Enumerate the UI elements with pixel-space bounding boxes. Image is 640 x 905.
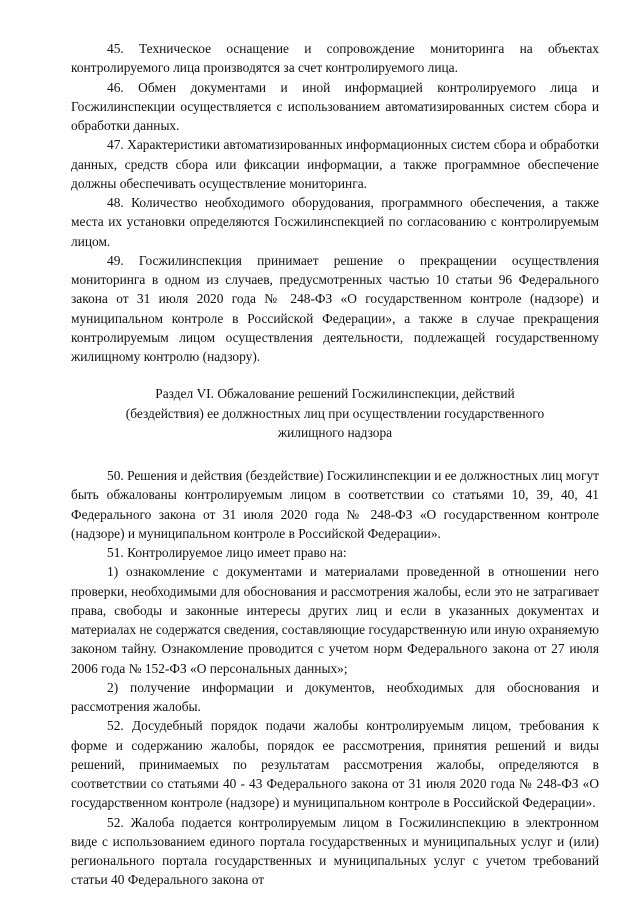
paragraph-51-item-2: 2) получение информации и документов, необходимых для обоснования и рассмотрения жалобы. (71, 679, 599, 714)
paragraph-51: 51. Контролируемое лицо имеет право на: (107, 545, 347, 560)
section-heading-line: жилищного надзора (277, 424, 393, 440)
paragraph-52: 52. Досудебный порядок подачи жалобы контролируемым лицом, требования к форме и содержанию жалобы, порядок ее рассмотрения, принятия решений и виды решений, принимаемых по результатам рассмотрения жалобы, определяются в соответствии со статьями 40 - 43 Федерального закона от 31 июля 2020 года № 248-ФЗ «О государственном контроле (надзоре) и муниципальном контроле в Российской Федерации». (71, 718, 599, 811)
paragraph-50: 50. Решения и действия (бездействие) Госжилинспекции и ее должностных лиц могут быть обжалованы контролируемым лицом в соответствии со статьями 10, 39, 40, 41 Федерального закона от 31 июля 2020 года № 248-ФЗ «О государственном контроле (надзоре) и муниципальном контроле в Российской Федерации». (71, 468, 599, 541)
paragraph-46: 46. Обмен документами и иной информацией контролируемого лица и Госжилинспекции осуществляется с использованием автоматизированных систем сбора и обработки данных. (71, 79, 599, 133)
section-heading-line: Раздел VI. Обжалование решений Госжилинспекции, действий (155, 386, 515, 402)
paragraph-45: 45. Техническое оснащение и сопровождение мониторинга на объектах контролируемого лица производятся за счет контролируемого лица. (71, 41, 599, 76)
section-heading-line: (бездействия) ее должностных лиц при осуществлении государственного (125, 405, 545, 421)
document-page (71, 39, 599, 890)
paragraph-52-complaint: 52. Жалоба подается контролируемым лицом в Госжилинспекцию в электронном виде с использованием единого портала государственных и муниципальных услуг и (или) регионального портала государственных и муниципальных услуг с учетом требований статьи 40 Федерального закона от (71, 814, 599, 888)
paragraph-49: 49. Госжилинспекция принимает решение о прекращении осуществления мониторинга в одном из случаев, предусмотренных частью 10 статьи 96 Федерального закона от 31 июля 2020 года № 248-ФЗ «О государственном контроле (надзоре) и муниципальном контроле в Российской Федерации», а также в случае прекращения контролируемым лицом осуществления деятельности, подлежащей государственному жилищному контролю (надзору). (71, 252, 599, 364)
paragraph-48: 48. Количество необходимого оборудования, программного обеспечения, а также места их установки определяются Госжилинспекцией по согласованию с контролируемым лицом. (71, 195, 599, 249)
paragraph-51-item-1: 1) ознакомление с документами и материалами проведенной в отношении него проверки, необходимыми для обоснования и рассмотрения жалобы, если это не затрагивает права, свободы и законные интересы других лиц и если в указанных документах и материалах не содержатся сведения, составляющие государственную или иную охраняемую законом тайну. Ознакомление проводится с учетом норм Федерального закона от 27 июля 2006 года № 152-ФЗ «О персональных данных»; (71, 564, 599, 676)
section-heading (71, 384, 599, 442)
paragraph-47: 47. Характеристики автоматизированных информационных систем сбора и обработки данных, средств сбора или фиксации информации, а также программное обеспечение должны обеспечивать осуществление мониторинга. (71, 137, 599, 191)
